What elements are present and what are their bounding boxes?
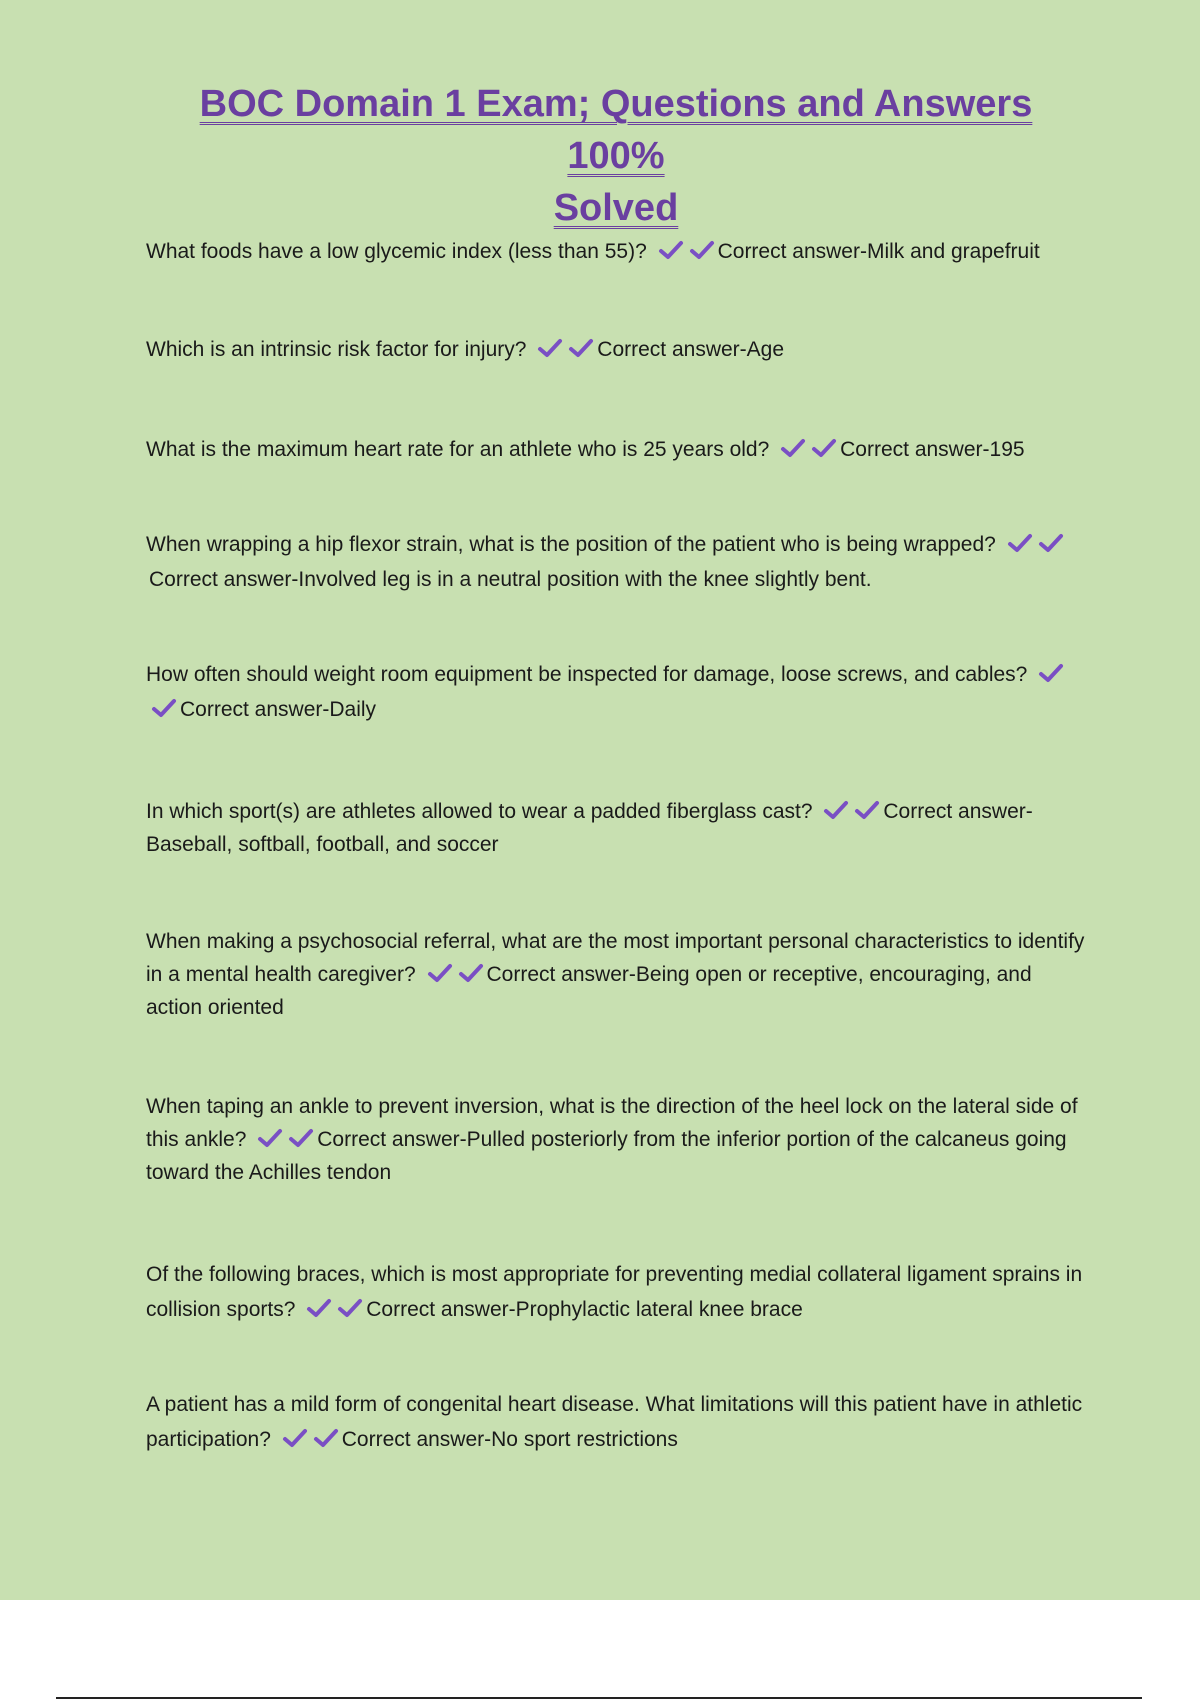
question-text: Which is an intrinsic risk factor for injury?	[146, 338, 527, 361]
qa-item	[146, 1257, 1086, 1327]
qa-item	[146, 432, 1086, 467]
question-text: What foods have a low glycemic index (less than 55)?	[146, 240, 647, 263]
checkmark-icon	[1038, 532, 1064, 554]
answer-text: Correct answer-Pulled posteriorly from the inferior portion of the calcaneus going toward the Achilles tendon	[146, 1128, 1067, 1184]
qa-item	[146, 332, 1086, 367]
answer-text: Correct answer-195	[840, 438, 1025, 461]
checkmark-icon	[257, 1127, 283, 1149]
checkmark-icon	[151, 697, 177, 719]
qa-item	[146, 527, 1086, 597]
title-line-1: BOC Domain 1 Exam; Questions and Answers 100%	[199, 83, 1033, 177]
checkmark-icon	[306, 1297, 332, 1319]
answer-text: Correct answer-Age	[597, 338, 785, 361]
checkmark-icon	[458, 962, 484, 984]
question-text: When taping an ankle to prevent inversion, what is the direction of the heel lock on the lateral side of this ankle?	[146, 1095, 1078, 1151]
checkmark-icon	[288, 1127, 314, 1149]
document-content	[146, 78, 1086, 1457]
checkmark-icon	[313, 1427, 339, 1449]
checkmark-icon	[854, 799, 880, 821]
checkmark-icon	[811, 437, 837, 459]
answer-text: Correct answer-Daily	[180, 698, 377, 721]
answer-text: Correct answer-Being open or receptive, encouraging, and action oriented	[146, 963, 1032, 1019]
checkmark-icon	[427, 962, 453, 984]
question-text: In which sport(s) are athletes allowed to wear a padded fiberglass cast?	[146, 800, 813, 823]
answer-text: Correct answer-Baseball, softball, football, and soccer	[146, 800, 1033, 856]
qa-item	[146, 1387, 1086, 1457]
answer-text: Correct answer-Milk and grapefruit	[717, 240, 1040, 263]
qa-item	[146, 795, 1086, 861]
checkmark-icon	[658, 239, 684, 261]
qa-item	[146, 1090, 1086, 1189]
checkmark-icon	[1038, 662, 1064, 684]
question-text: What is the maximum heart rate for an athlete who is 25 years old?	[146, 438, 770, 461]
checkmark-icon	[337, 1297, 363, 1319]
checkmark-icon	[780, 437, 806, 459]
checkmark-icon	[568, 337, 594, 359]
title-line-2: Solved	[553, 187, 679, 229]
answer-text: Correct answer-Prophylactic lateral knee brace	[366, 1298, 803, 1321]
answer-text: Correct answer-Involved leg is in a neutral position with the knee slightly bent.	[149, 568, 872, 591]
checkmark-icon	[1007, 532, 1033, 554]
checkmark-icon	[689, 239, 715, 261]
question-text: When making a psychosocial referral, what are the most important personal characteristics to identify in a mental health caregiver?	[146, 930, 1085, 986]
checkmark-icon	[537, 337, 563, 359]
document-title	[146, 78, 1086, 234]
footer-divider	[56, 1697, 1142, 1699]
qa-item	[146, 925, 1086, 1024]
question-text: When wrapping a hip flexor strain, what is the position of the patient who is being wrapped?	[146, 533, 996, 556]
question-text: How often should weight room equipment be inspected for damage, loose screws, and cables?	[146, 663, 1028, 686]
checkmark-icon	[823, 799, 849, 821]
answer-text: Correct answer-No sport restrictions	[341, 1428, 678, 1451]
question-text: A patient has a mild form of congenital heart disease. What limitations will this patient have in athletic participation?	[146, 1393, 1083, 1451]
qa-item	[146, 657, 1086, 727]
qa-item	[146, 234, 1086, 269]
checkmark-icon	[282, 1427, 308, 1449]
question-text: Of the following braces, which is most appropriate for preventing medial collateral ligament sprains in collision sports?	[146, 1263, 1083, 1321]
